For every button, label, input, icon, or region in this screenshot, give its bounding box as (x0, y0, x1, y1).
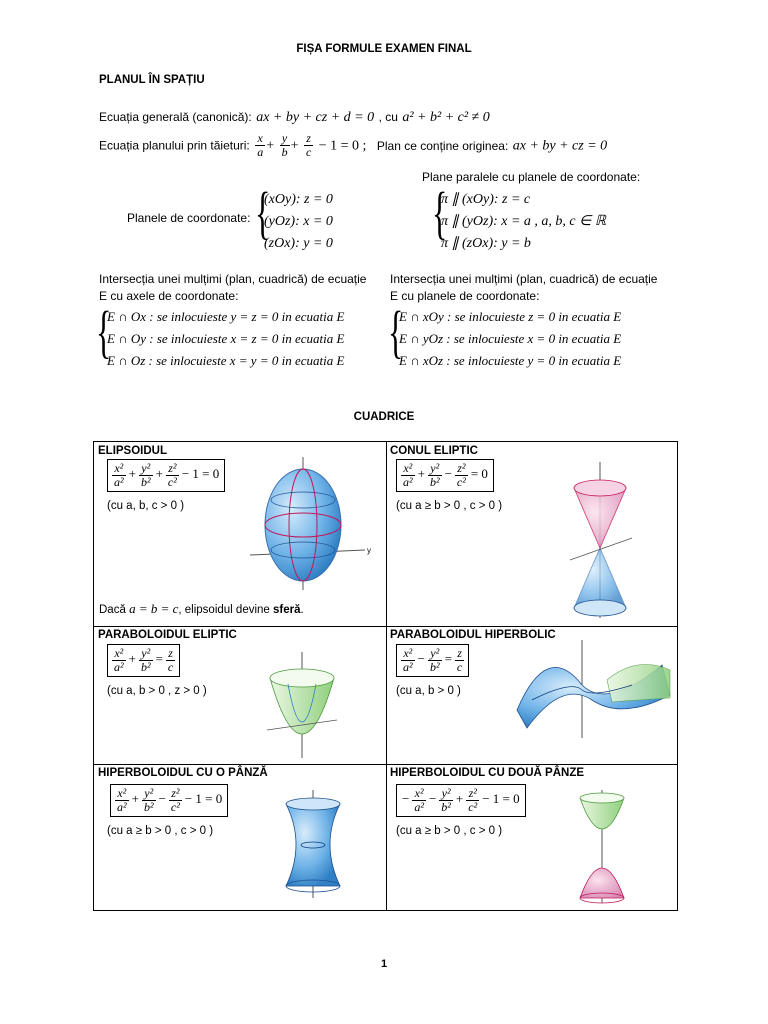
ellipsoid-equation: $\frac{\text{x²}}{\text{a²}}$ + $\frac{\text{y²}}{\text{b²}}$ + $\frac{\text{z²}}{\text{c²}}$ − 1 = 0 (107, 459, 225, 492)
intersect-planes-row: E ∩ xOy : se inlocuieste z = 0 in ecuatia E (399, 309, 622, 324)
fraction-y-over-b: $\frac{y}{b}$ (281, 131, 288, 159)
general-equation: ax + by + cz + d = 0 (256, 110, 375, 125)
elliptic-paraboloid-equation: $\frac{\text{x²}}{\text{a²}}$ + $\frac{\text{y²}}{\text{b²}}$ = $\frac{z}{c}$ (107, 644, 180, 677)
section-heading-plane: PLANUL ÎN SPAȚIU (99, 74, 205, 86)
intersect-planes-list (399, 306, 621, 372)
cone-equation: $\frac{\text{x²}}{\text{a²}}$ + $\frac{\text{y²}}{\text{b²}}$ − $\frac{\text{z²}}{\text{c²}}$ = 0 (396, 459, 494, 492)
intersect-axes-label: Intersecția unei mulțimi (plan, cuadrică) de ecuație (99, 272, 367, 286)
ellipsoid-condition: (cu a, b, c > 0 ) (107, 500, 185, 512)
parallel-plane-row: π ∥ (yOz): x = a , a, b, c ∈ ℝ (441, 214, 606, 229)
intersect-axes-list (107, 306, 344, 372)
hyperboloid-one-sheet-condition: (cu a ≥ b > 0 , c > 0 ) (107, 825, 214, 837)
hyperboloid-one-sheet-title: HIPERBOLOIDUL CU O PÂNZĂ (98, 767, 268, 779)
parallel-planes-list (441, 189, 606, 255)
ellipsoid-figure (245, 455, 375, 595)
intersect-planes-row: E ∩ xOz : se inlocuieste y = 0 in ecuatia E (399, 353, 622, 368)
axis-label: y (367, 546, 371, 555)
ellipsoid-title: ELIPSOIDUL (98, 445, 168, 457)
intersect-axes-row: E ∩ Oz : se inlocuieste x = y = 0 in ecuatia E (107, 353, 345, 368)
intercept-equation-label: Ecuația planului prin tăieturi: (99, 138, 250, 153)
intersect-planes-label-2: E cu planele de coordonate: (390, 289, 540, 303)
brace-icon: { (255, 180, 271, 245)
fraction-z-over-c: $\frac{z}{c}$ (305, 131, 312, 159)
coordinate-plane-row: (yOz): x = 0 (264, 214, 333, 229)
origin-plane-label: Plan ce conține originea: (376, 138, 509, 153)
cone-title: CONUL ELIPTIC (390, 445, 478, 457)
hyperboloid-two-sheets-figure (572, 790, 632, 905)
section-heading-quadrics: CUADRICE (353, 411, 415, 423)
intersect-axes-row: E ∩ Oy : se inlocuieste x = z = 0 in ecuatia E (107, 331, 345, 346)
elliptic-paraboloid-condition: (cu a, b > 0 , z > 0 ) (107, 685, 207, 697)
brace-icon: { (432, 180, 448, 245)
general-equation-cu: , cu (378, 110, 398, 124)
coordinate-plane-row: (xOy): z = 0 (264, 192, 333, 207)
intersect-axes-row: E ∩ Ox : se inlocuieste y = z = 0 in ecuatia E (107, 309, 345, 324)
intercept-equation-line: Ecuația planului prin tăieturi: $\frac{x}{a}$ + $\frac{y}{b}$ + $\frac{z}{c}$ − 1 = 0 ; Plan ce conține originea: ax + by + cz = 0 (99, 131, 608, 159)
brace-icon: { (388, 299, 404, 364)
cone-figure (560, 460, 640, 620)
hyperboloid-two-sheets-equation: − $\frac{\text{x²}}{\text{a²}}$ − $\frac{\text{y²}}{\text{b²}}$ + $\frac{\text{z²}}{\text{c²}}$ − 1 = 0 (396, 784, 526, 817)
general-equation-label: Ecuația generală (canonică): (99, 110, 252, 124)
coordinate-plane-row: (zOx): y = 0 (264, 236, 333, 251)
hyperboloid-two-sheets-condition: (cu a ≥ b > 0 , c > 0 ) (396, 825, 503, 837)
elliptic-paraboloid-figure (262, 650, 342, 760)
elliptic-paraboloid-title: PARABOLOIDUL ELIPTIC (98, 629, 237, 641)
coordinate-planes-list (264, 189, 333, 255)
parallel-plane-row: π ∥ (xOy): z = c (441, 192, 531, 207)
hyperbolic-paraboloid-condition: (cu a, b > 0 ) (396, 685, 461, 697)
origin-plane-equation: ax + by + cz = 0 (512, 138, 608, 154)
hyperbolic-paraboloid-figure (512, 640, 672, 740)
parallel-planes-label: Plane paralele cu planele de coordonate: (422, 170, 641, 184)
hyperbolic-paraboloid-equation: $\frac{\text{x²}}{\text{a²}}$ − $\frac{\text{y²}}{\text{b²}}$ = $\frac{z}{c}$ (396, 644, 469, 677)
hyperboloid-two-sheets-title: HIPERBOLOIDUL CU DOUĂ PÂNZE (390, 767, 585, 779)
intersect-planes-row: E ∩ yOz : se inlocuieste x = 0 in ecuatia E (399, 331, 622, 346)
fraction-x-over-a: $\frac{x}{a}$ (257, 131, 264, 159)
ellipsoid-note: Dacă a = b = c, elipsoidul devine sferă. (99, 601, 304, 616)
cone-condition: (cu a ≥ b > 0 , c > 0 ) (396, 500, 503, 512)
hyperboloid-one-sheet-equation: $\frac{\text{x²}}{\text{a²}}$ + $\frac{\text{y²}}{\text{b²}}$ − $\frac{\text{z²}}{\text{c²}}$ − 1 = 0 (110, 784, 228, 817)
general-equation-condition: a² + b² + c² ≠ 0 (402, 110, 490, 125)
intercept-equation-tail: − 1 = 0 ; (318, 138, 367, 154)
parallel-plane-row: π ∥ (zOx): y = b (441, 236, 531, 251)
intersect-planes-label: Intersecția unei mulțimi (plan, cuadrică) de ecuație (390, 272, 658, 286)
general-equation-line (99, 108, 490, 126)
brace-icon: { (96, 299, 112, 364)
intersect-axes-label-2: E cu axele de coordonate: (99, 289, 239, 303)
coordinate-planes-label: Planele de coordonate: (127, 211, 251, 225)
hyperbolic-paraboloid-title: PARABOLOIDUL HIPERBOLIC (390, 629, 556, 641)
hyperboloid-one-sheet-figure (278, 790, 348, 900)
page-title: FIȘA FORMULE EXAMEN FINAL (296, 43, 472, 55)
page-number: 1 (380, 958, 388, 970)
